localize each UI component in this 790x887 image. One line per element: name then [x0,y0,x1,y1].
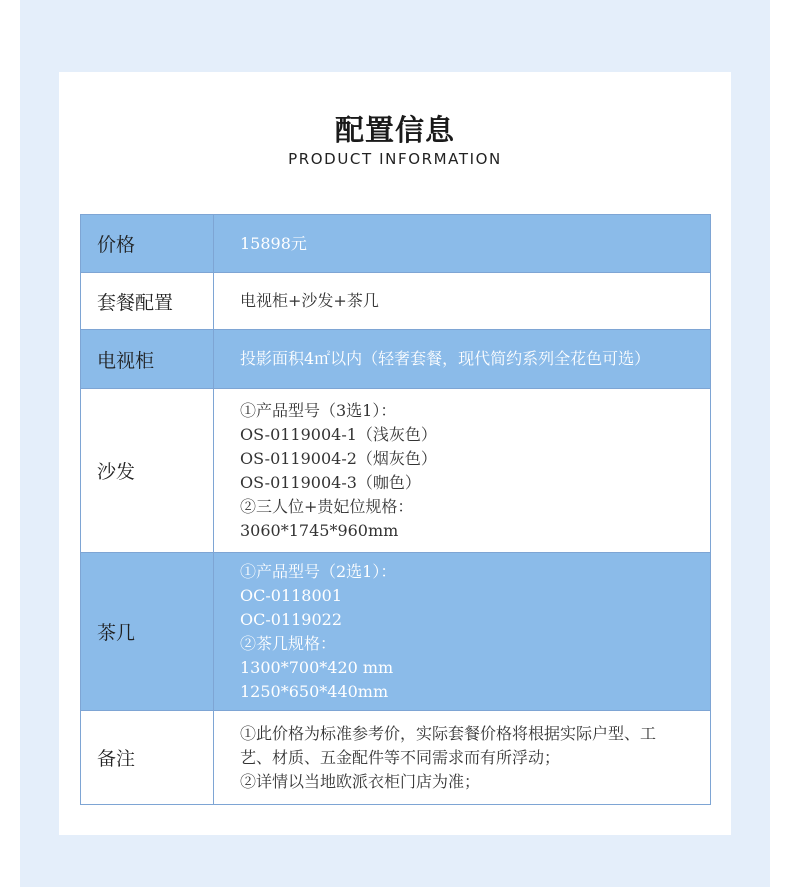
row-value [214,553,711,711]
row-label: 备注 [81,711,214,805]
row-label: 电视柜 [81,330,214,389]
row-label: 沙发 [81,389,214,553]
value-line: OC-0119022 [240,609,343,629]
row-value [214,215,711,273]
row-value [214,389,711,553]
row-value [214,330,711,389]
table-row-price [81,215,711,273]
value-line: 3060*1745*960mm [240,520,399,540]
page-title: 配置信息 [334,113,455,147]
value-line: ①产品型号（3选1）： [240,400,397,420]
value-line: 1250*650*440mm [240,681,389,701]
value-line: ②三人位+贵妃位规格： [240,496,414,516]
table-row-package [81,273,711,330]
spec-table [80,214,711,805]
value-line: ①产品型号（2选1）： [240,561,397,581]
page-subtitle: PRODUCT INFORMATION [288,150,502,168]
table-row-tea-table [81,553,711,711]
row-value [214,273,711,330]
value-line: OS-0119004-3（咖色） [240,472,421,492]
value-line: OC-0118001 [240,585,343,605]
table-row-sofa [81,389,711,553]
table-row-notes [81,711,711,805]
value-line: OS-0119004-2（烟灰色） [240,448,437,468]
row-value [214,711,711,805]
value-line: ②茶几规格： [240,633,337,653]
value-line: 电视柜+沙发+茶几 [240,291,379,310]
value-line: 艺、材质、五金配件等不同需求而有所浮动； [240,747,561,767]
row-label: 套餐配置 [81,273,214,330]
value-line: ①此价格为标准参考价，实际套餐价格将根据实际户型、工 [240,723,657,743]
value-line: 1300*700*420 mm [240,657,394,677]
value-line: OS-0119004-1（浅灰色） [240,424,437,444]
value-line: 15898元 [240,233,307,253]
row-label: 价格 [81,215,214,273]
table-row-tv-cabinet [81,330,711,389]
value-line: ②详情以当地欧派衣柜门店为准； [240,771,481,791]
value-line: 投影面积4㎡以内（轻奢套餐，现代简约系列全花色可选） [240,349,651,368]
row-label: 茶几 [81,553,214,711]
